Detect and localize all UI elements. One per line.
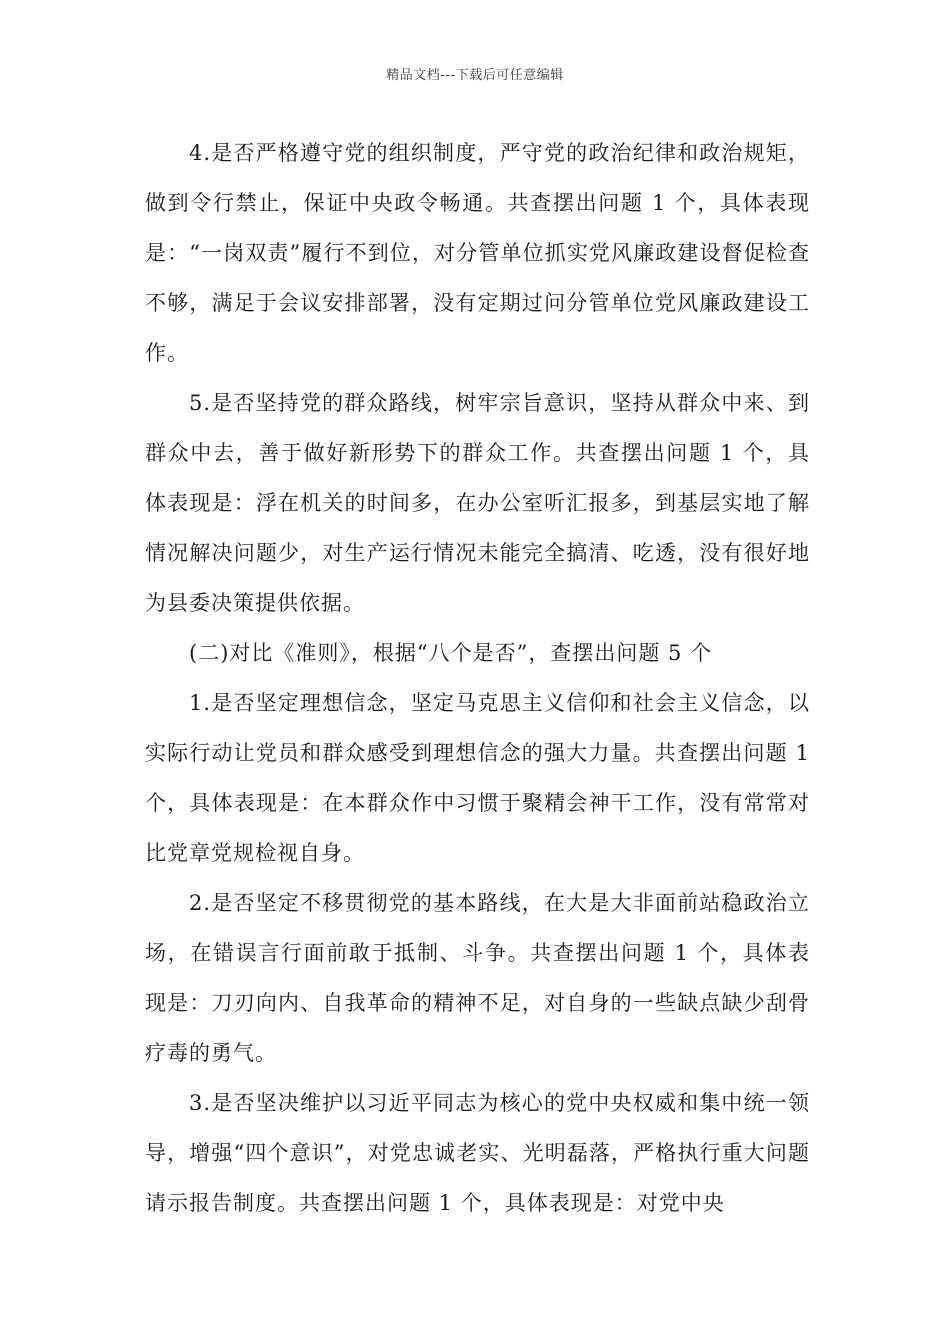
document-body	[145, 128, 810, 1228]
paragraph-item-4: 4.是否严格遵守党的组织制度，严守党的政治纪律和政治规矩，做到令行禁止，保证中央政令畅通。共查摆出问题 1 个，具体表现是：“一岗双责”履行不到位，对分管单位抓实党风廉政建设督促检查不够，满足于会议安排部署，没有定期过问分管单位党风廉政建设工作。	[145, 141, 810, 365]
section-heading-2: (二)对比《准则》，根据“八个是否”，查摆出问题 5 个	[189, 641, 713, 665]
paragraph-item-2: 2.是否坚定不移贯彻党的基本路线，在大是大非面前站稳政治立场，在错误言行面前敢于抵制、斗争。共查摆出问题 1 个，具体表现是：刀刃向内、自我革命的精神不足，对自身的一些缺点缺少刮骨疗毒的勇气。	[145, 891, 810, 1065]
paragraph-item-3: 3.是否坚决维护以习近平同志为核心的党中央权威和集中统一领导，增强“四个意识”，对党忠诚老实、光明磊落，严格执行重大问题请示报告制度。共查摆出问题 1 个，具体表现是：对党中央	[145, 1091, 810, 1215]
paragraph-item-5: 5.是否坚持党的群众路线，树牢宗旨意识，坚持从群众中来、到群众中去，善于做好新形势下的群众工作。共查摆出问题 1 个，具体表现是：浮在机关的时间多，在办公室听汇报多，到基层实地了解情况解决问题少，对生产运行情况未能完全搞清、吃透，没有很好地为县委决策提供依据。	[145, 391, 810, 615]
page-header: 精品文档---下载后可任意编辑	[386, 68, 564, 83]
paragraph-item-1: 1.是否坚定理想信念，坚定马克思主义信仰和社会主义信念，以实际行动让党员和群众感受到理想信念的强大力量。共查摆出问题 1 个，具体表现是：在本群众作中习惯于聚精会神干工作，没有常常对比党章党规检视自身。	[145, 691, 810, 865]
